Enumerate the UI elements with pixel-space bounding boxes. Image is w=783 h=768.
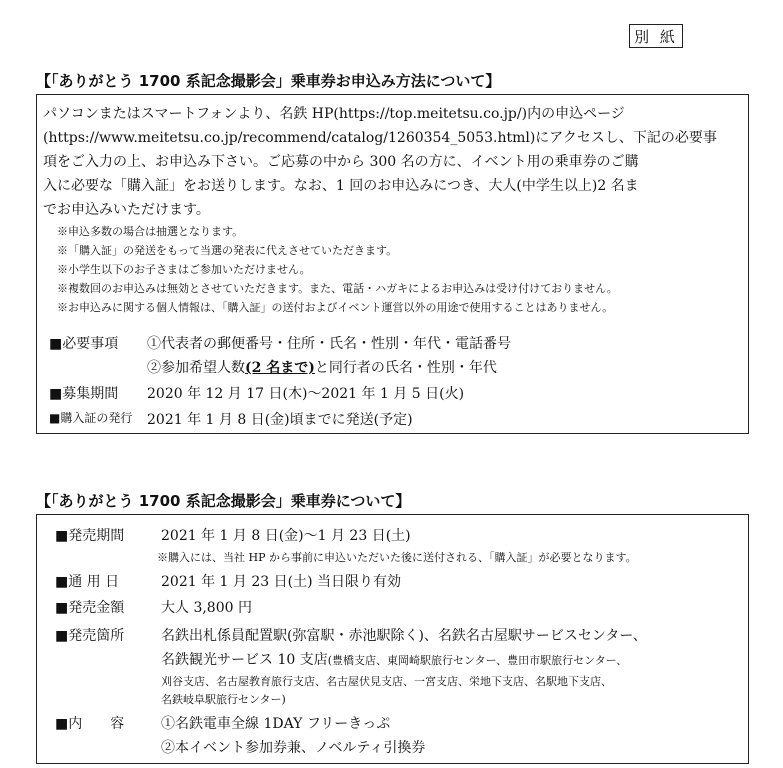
price-value: 大人 3,800 円 (161, 600, 252, 616)
required-item-2 (147, 357, 497, 377)
section2-heading: 【「ありがとう 1700 系記念撮影会」乗車券について】 (36, 492, 411, 510)
price-label: ■発売金額 (55, 600, 125, 616)
paragraph-line-3: 項をご入力の上、お申込み下さい。ご応募の中から 300 名の方に、イベント用の乗車券のご購 (43, 154, 639, 170)
paragraph-line-1: パソコンまたはスマートフォンより、名鉄 HP(https://top.meitetsu.co.jp/)内の申込ページ (43, 106, 625, 122)
valid-value: 2021 年 1 月 23 日(土) 当日限り有効 (161, 574, 401, 590)
paragraph-line-2: (https://www.meitetsu.co.jp/recommend/catalog/1260354_5053.html)にアクセスし、下記の必要事 (43, 130, 717, 146)
required-label: ■必要事項 (49, 336, 119, 352)
valid-label: ■通 用 日 (55, 574, 120, 590)
note-5: ※お申込みに関する個人情報は、「購入証」の送付およびイベント運営以外の用途で使用することはありません。 (57, 301, 614, 314)
place-line-2-main: 名鉄観光サービス 10 支店 (161, 652, 328, 668)
place-label: ■発売箇所 (55, 628, 125, 644)
place-line-1: 名鉄出札係員配置駅(弥富駅・赤池駅除く)、名鉄名古屋駅サービスセンター、 (161, 628, 647, 644)
paragraph-line-4: 入に必要な「購入証」をお送りします。なお、1 回のお申込みにつき、大人(中学生以上)2 名ま (43, 178, 639, 194)
issue-value: 2021 年 1 月 8 日(金)頃までに発送(予定) (147, 412, 413, 428)
required-item-2-emphasis: (2 名まで) (245, 360, 315, 376)
period-value: 2020 年 12 月 17 日(木)～2021 年 1 月 5 日(火) (147, 386, 465, 402)
sale-period-value: 2021 年 1 月 8 日(金)～1 月 23 日(土) (161, 528, 411, 544)
required-item-1: ①代表者の郵便番号・住所・氏名・性別・年代・電話番号 (147, 336, 511, 352)
issue-label: ■購入証の発行 (49, 411, 133, 425)
required-item-2-pre: ②参加希望人数 (147, 360, 245, 376)
sale-period-note: ※購入には、当社 HP から事前に申込いただいた後に送付される、「購入証」が必要となります。 (157, 551, 637, 564)
paragraph-line-5: でお申込みいただけます。 (43, 202, 210, 218)
place-line-2-detail: (豊橋支店、東岡崎駅旅行センター、豊田市駅旅行センター、 (327, 654, 628, 667)
contents-label: ■内 容 (55, 716, 125, 732)
period-label: ■募集期間 (49, 386, 119, 402)
note-4: ※複数回のお申込みは無効とさせていただきます。また、電話・ハガキによるお申込みは受け付けておりません。 (57, 282, 618, 295)
application-method-box (36, 94, 749, 434)
note-2: ※「購入証」の発送をもって当選の発表に代えさせていただきます。 (57, 244, 398, 257)
place-line-2 (161, 649, 627, 669)
note-1: ※申込多数の場合は抽選となります。 (57, 225, 244, 238)
section1-heading: 【「ありがとう 1700 系記念撮影会」乗車券お申込み方法について】 (36, 72, 501, 90)
place-line-3: 刈谷支店、名古屋教育旅行支店、名古屋伏見支店、一宮支店、栄地下支店、名駅地下支店、 (161, 675, 612, 688)
ticket-info-box (36, 514, 749, 764)
contents-item-1: ①名鉄電車全線 1DAY フリーきっぷ (161, 716, 391, 732)
contents-item-2: ②本イベント参加券兼、ノベルティ引換券 (161, 740, 426, 756)
required-item-2-post: と同行者の氏名・性別・年代 (314, 360, 497, 376)
note-3: ※小学生以下のお子さまはご参加いただけません。 (57, 263, 311, 276)
place-line-4: 名鉄岐阜駅旅行センター) (161, 693, 286, 706)
sale-period-label: ■発売期間 (55, 528, 125, 544)
attachment-label: 別 紙 (629, 24, 683, 48)
